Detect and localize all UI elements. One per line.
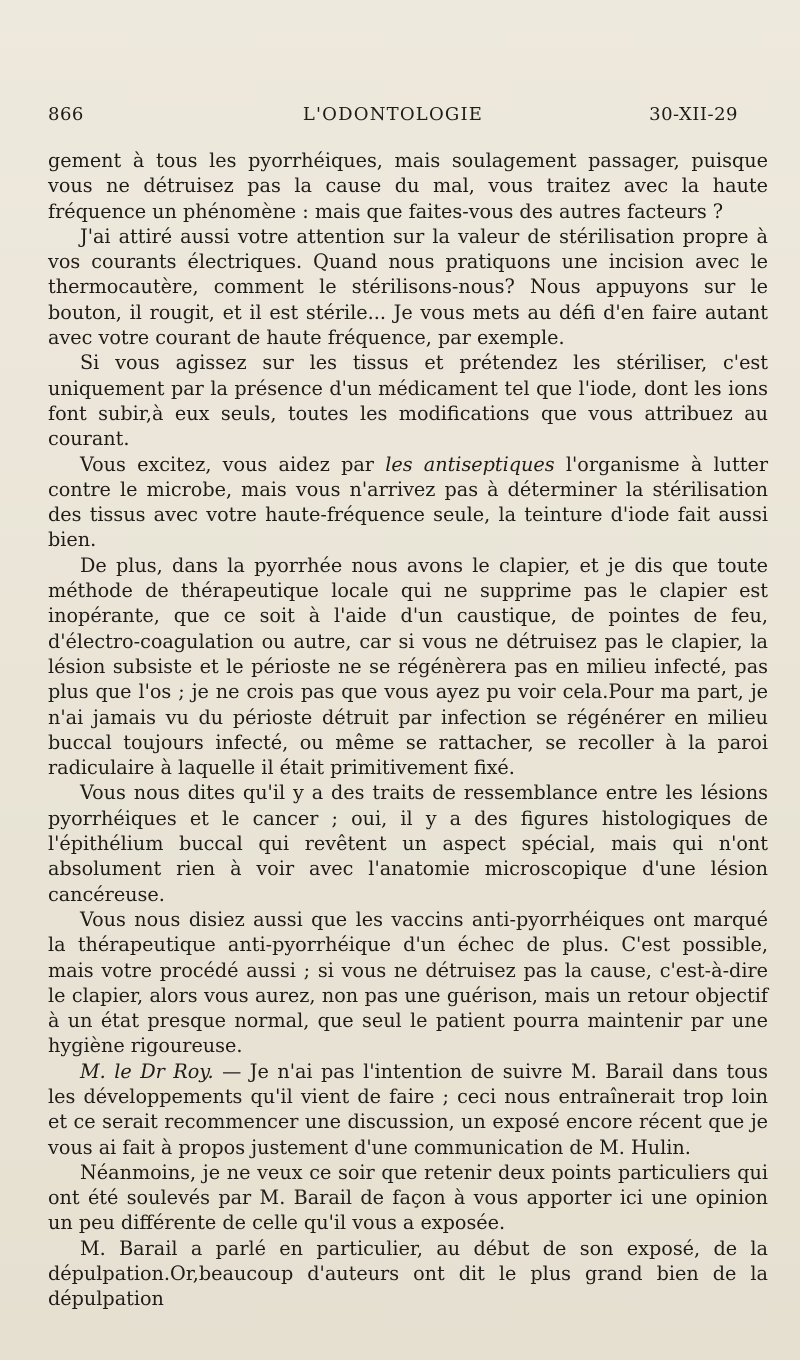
paragraph-5: De plus, dans la pyorrhée nous avons le clapier, et je dis que toute méthode de thérapeutique locale qui ne supprime pas le clapier est inopérante, que ce soit à l'aide d'un caustique, de pointes de feu, d'électro-coagulation ou autre, car si vous ne détruisez pas le clapier, la lésion subsiste et le périoste ne se régénèrera pas en milieu infecté, pas plus que l'os ; je ne crois pas que vous ayez pu voir cela.Pour ma part, je n'ai jamais vu du périoste détruit par infection se régénérer en milieu buccal toujours infecté, ou même se rattacher, se recoller à la paroi radiculaire à laquelle il était primitivement fixé.	[48, 553, 768, 780]
paragraph-10: M. Barail a parlé en particulier, au début de son exposé, de la dépulpation.Or,beaucoup d'auteurs ont dit le plus grand bien de la dépulpation	[48, 1236, 768, 1311]
paragraph-9: Néanmoins, je ne veux ce soir que retenir deux points particuliers qui ont été soulevés par M. Barail de façon à vous apporter ici une opinion un peu différente de celle qu'il vous a exposée.	[48, 1160, 768, 1235]
paragraph-2: J'ai attiré aussi votre attention sur la valeur de stérilisation propre à vos courants électriques. Quand nous pratiquons une incision avec le thermocautère, comment le stérilisons-nous? Nous appuyons sur le bouton, il rougit, et il est stérile... Je vous mets au défi d'en faire autant avec votre courant de haute fréquence, par exemple.	[48, 224, 768, 350]
paragraph-4	[48, 452, 768, 553]
paragraph-1: gement à tous les pyorrhéiques, mais soulagement passager, puisque vous ne détruisez pas la cause du mal, vous traitez avec la haute fréquence un phénomène : mais que faites-vous des autres facteurs ?	[48, 149, 768, 223]
paragraph-3: Si vous agissez sur les tissus et prétendez les stériliser, c'est uniquement par la présence d'un médicament tel que l'iode, dont les ions font subir,à eux seuls, toutes les modifications que vous attribuez au courant.	[48, 351, 768, 451]
running-header	[48, 104, 738, 134]
paragraph-4-italic: les antiseptiques	[385, 452, 555, 476]
body-text	[48, 148, 768, 1312]
speaker-name: M. le Dr Roy.	[80, 1059, 214, 1083]
page-number: 866	[48, 104, 84, 125]
journal-title: L'ODONTOLOGIE	[302, 104, 484, 125]
paragraph-4-before: Vous excitez, vous aidez par	[80, 452, 386, 476]
paragraph-4-after: l'organisme à lutter contre le microbe, mais vous n'arrivez pas à déterminer la stérilisation des tissus avec votre haute-fréquence seule, la teinture d'iode fait aussi bien.	[48, 452, 768, 552]
paragraph-8	[48, 1059, 768, 1160]
paragraph-6: Vous nous dites qu'il y a des traits de ressemblance entre les lésions pyorrhéiques et le cancer ; oui, il y a des figures histologiques de l'épithélium buccal qui revêtent un aspect spécial, mais qui n'ont absolument rien à voir avec l'anatomie microscopique d'une lésion cancéreuse.	[48, 781, 768, 906]
paragraph-8-text: — Je n'ai pas l'intention de suivre M. Barail dans tous les développements qu'il vient de faire ; ceci nous entraînerait trop loin et ce serait recommencer une discussion, un exposé encore récent que je vous ai fait à propos justement d'une communication de M. Hulin.	[48, 1059, 768, 1159]
paragraph-7: Vous nous disiez aussi que les vaccins anti-pyorrhéiques ont marqué la thérapeutique anti-pyorrhéique d'un échec de plus. C'est possible, mais votre procédé aussi ; si vous ne détruisez pas la cause, c'est-à-dire le clapier, alors vous aurez, non pas une guérison, mais un retour objectif à un état presque normal, que seul le patient pourra maintenir par une hygiène rigoureuse.	[48, 907, 768, 1058]
issue-date: 30-XII-29	[649, 104, 738, 125]
